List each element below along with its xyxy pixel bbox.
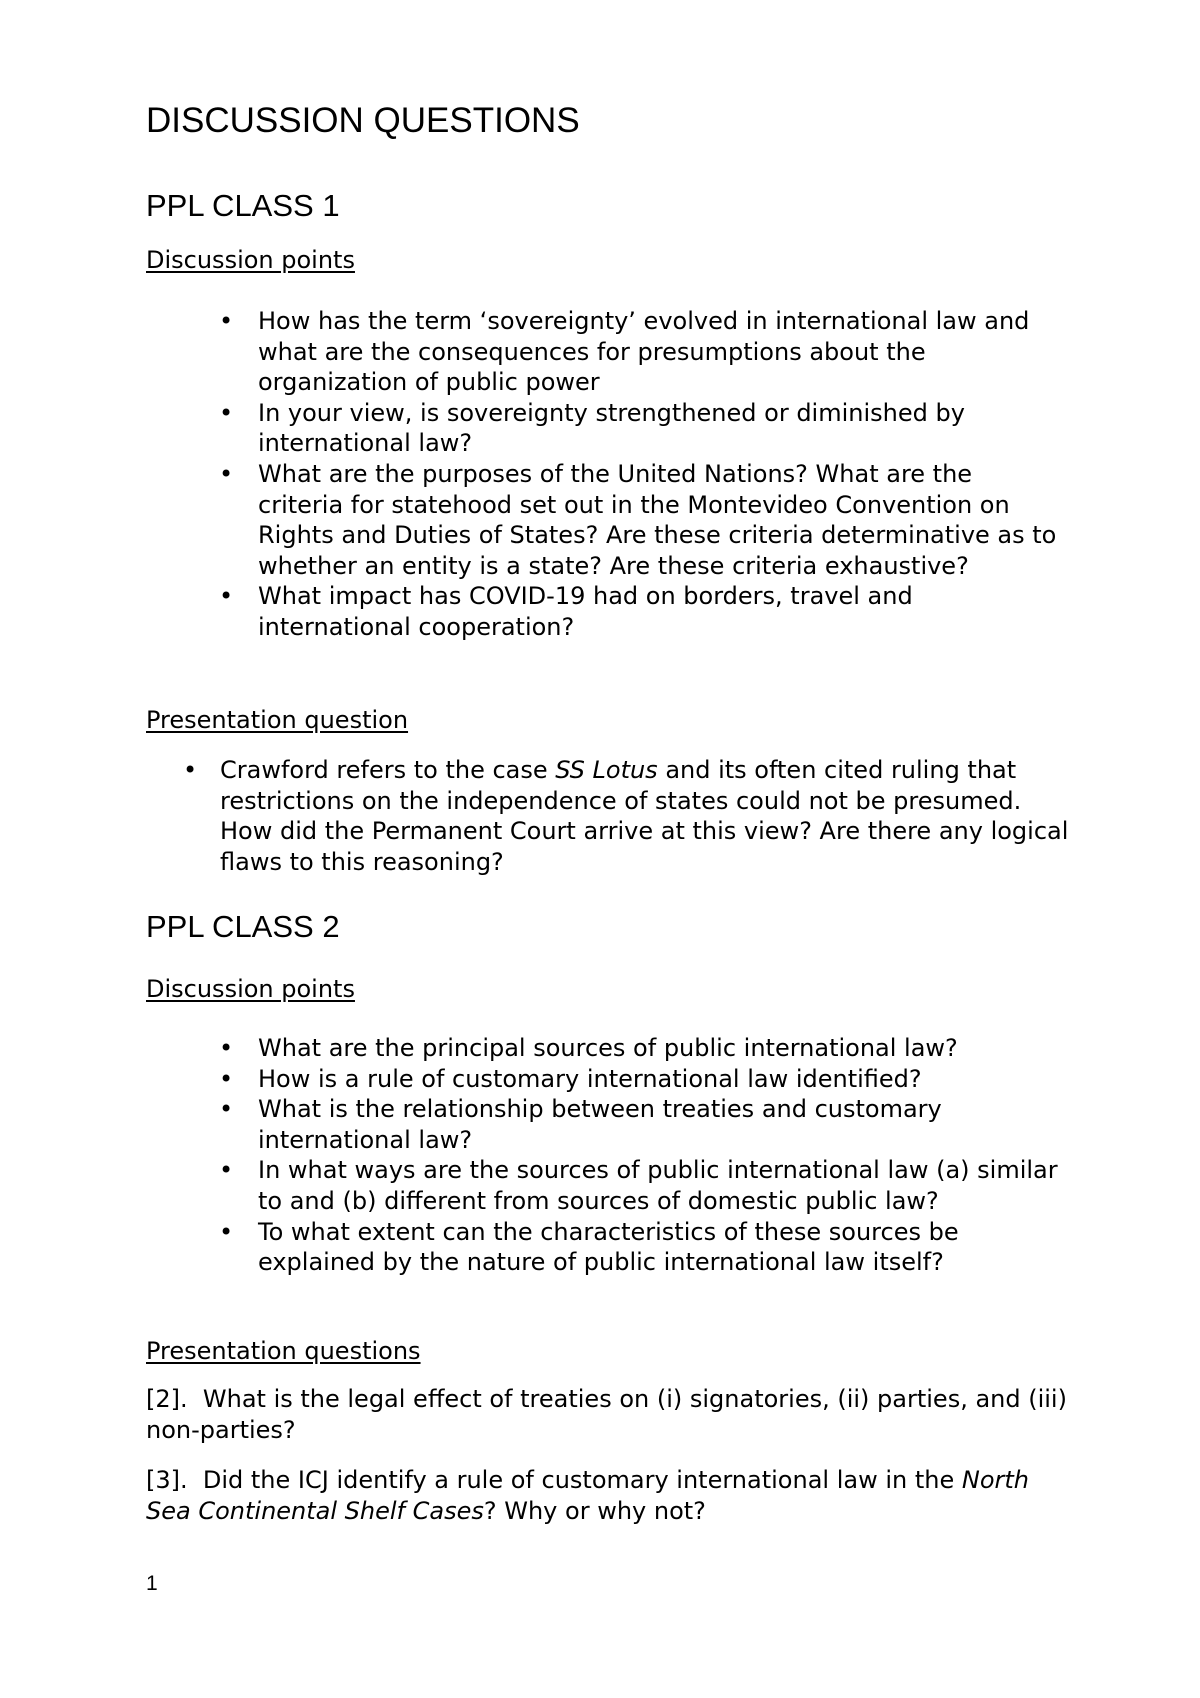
class-2-heading: PPL CLASS 2 — [146, 909, 340, 944]
question-number: [2]. — [146, 1385, 188, 1413]
list-item — [183, 755, 1070, 877]
question-text: What is the legal effect of treaties on (i) signatories, (ii) parties, and (iii) non-parties? — [146, 1385, 1075, 1444]
presentation-question-2 — [146, 1384, 1076, 1445]
bullet-icon: • — [183, 756, 198, 784]
list-item-text: What impact has COVID-19 had on borders, travel and international cooperation? — [258, 582, 913, 641]
list-item-text: To what extent can the characteristics of these sources be explained by the nature of public international law itself? — [258, 1217, 959, 1277]
bullet-icon: • — [219, 1217, 234, 1246]
list-item-text: What is the relationship between treaties and customary international law? — [258, 1095, 942, 1154]
question-number: [3]. — [146, 1466, 188, 1494]
list-item — [219, 1033, 1058, 1064]
bullet-icon: • — [219, 1095, 234, 1124]
bullet-icon: • — [219, 1156, 234, 1185]
class-2-discussion-heading: Discussion points — [146, 975, 355, 1003]
list-item — [219, 1155, 1058, 1216]
list-item — [219, 581, 1058, 642]
class-1-presentation-heading: Presentation question — [146, 706, 409, 734]
list-item — [219, 1094, 1058, 1155]
page-number: 1 — [146, 1572, 158, 1595]
bullet-icon: • — [219, 398, 234, 427]
presentation-text-before: Crawford refers to the case — [220, 756, 556, 784]
list-item — [219, 398, 1058, 459]
question-text-before: Did the ICJ identify a rule of customary international law in the — [187, 1466, 962, 1494]
list-item-text: In what ways are the sources of public international law (a) similar to and (b) different from sources of domestic public law? — [258, 1156, 1058, 1215]
case-name-ss-lotus: SS Lotus — [555, 756, 658, 784]
list-item-text: In your view, is sovereignty strengthened or diminished by international law? — [258, 398, 965, 458]
list-item-text: How has the term ‘sovereignty’ evolved in international law and what are the consequences for presumptions about the organization of public power — [258, 307, 1030, 397]
case-name-north-sea: North Sea Continental Shelf Cases — [146, 1466, 1029, 1525]
list-item — [219, 1217, 1058, 1278]
class-1-discussion-heading: Discussion points — [146, 246, 355, 274]
list-item-text: How is a rule of customary international law identified? — [258, 1064, 922, 1093]
bullet-icon: • — [219, 1064, 234, 1093]
list-item — [219, 306, 1058, 398]
class-2-discussion-list — [219, 1033, 1058, 1278]
bullet-icon: • — [219, 459, 234, 488]
question-text-after: ? Why or why not? — [483, 1496, 706, 1525]
bullet-icon: • — [219, 582, 234, 611]
list-item-text: What are the principal sources of public international law? — [258, 1034, 958, 1062]
class-2-presentation-heading: Presentation questions — [146, 1337, 421, 1365]
list-item — [219, 459, 1058, 581]
list-item — [219, 1064, 1058, 1095]
document-title: DISCUSSION QUESTIONS — [146, 101, 580, 140]
presentation-text-after: and its often cited ruling that restrictions on the independence of states could not be presumed. How did the Permanent Court arrive at this view? Are there any logical flaws to this reasoning? — [220, 756, 1069, 876]
presentation-question-3 — [146, 1465, 1076, 1526]
class-1-presentation-list — [183, 755, 1070, 877]
bullet-icon: • — [219, 307, 234, 335]
bullet-icon: • — [219, 1034, 234, 1062]
list-item-text: What are the purposes of the United Nations? What are the criteria for statehood set out in the Montevideo Convention on Rights and Duties of States? Are these criteria determinative as to whether an entity is a state? Are these criteria exhaustive? — [258, 459, 1057, 580]
class-1-heading: PPL CLASS 1 — [146, 188, 340, 223]
class-1-discussion-list — [219, 306, 1058, 643]
